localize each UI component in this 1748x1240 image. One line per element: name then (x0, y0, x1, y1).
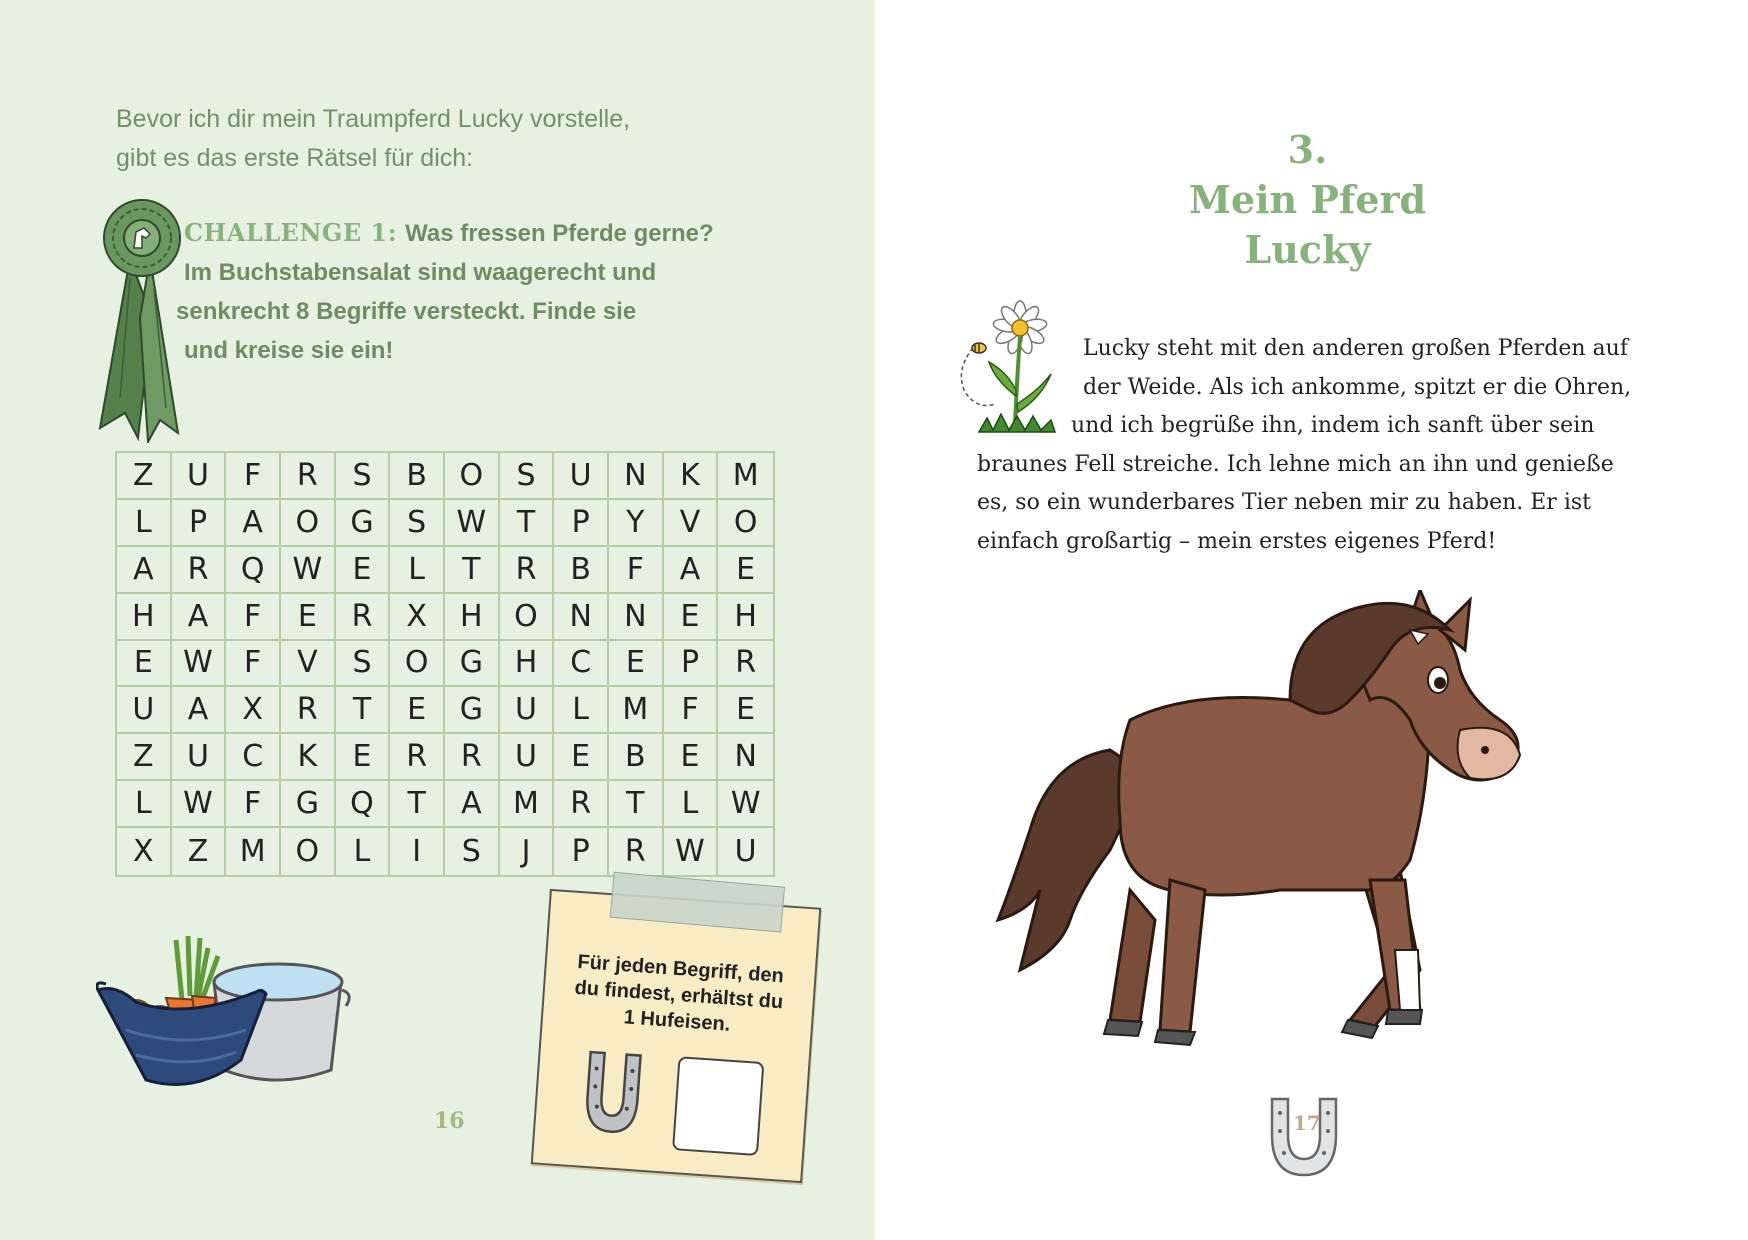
grid-cell[interactable]: N (718, 734, 773, 781)
grid-cell[interactable]: B (554, 547, 609, 594)
grid-cell[interactable]: E (281, 594, 336, 641)
grid-cell[interactable]: W (172, 781, 227, 828)
grid-cell[interactable]: E (664, 594, 719, 641)
grid-cell[interactable]: T (336, 687, 391, 734)
grid-cell[interactable]: M (609, 687, 664, 734)
grid-cell[interactable]: L (117, 781, 172, 828)
grid-cell[interactable]: H (500, 641, 555, 688)
story-text (977, 330, 1639, 562)
grid-cell[interactable]: O (281, 828, 336, 875)
grid-cell[interactable]: R (554, 781, 609, 828)
grid-cell[interactable]: S (445, 828, 500, 875)
grid-cell[interactable]: U (500, 734, 555, 781)
grid-cell[interactable]: B (390, 453, 445, 500)
grid-cell[interactable]: S (336, 641, 391, 688)
grid-cell[interactable]: F (226, 641, 281, 688)
page-number-left: 16 (434, 1108, 465, 1134)
grid-cell[interactable]: A (445, 781, 500, 828)
grid-cell[interactable]: P (664, 641, 719, 688)
challenge-line: und kreise sie ein! (184, 337, 394, 364)
grid-cell[interactable]: F (609, 547, 664, 594)
word-search-grid[interactable] (115, 451, 775, 877)
grid-cell[interactable]: C (226, 734, 281, 781)
grid-cell[interactable]: R (336, 594, 391, 641)
grid-cell[interactable]: R (390, 734, 445, 781)
grid-cell[interactable]: G (445, 687, 500, 734)
grid-cell[interactable]: E (336, 734, 391, 781)
grid-cell[interactable]: P (554, 500, 609, 547)
horseshoe-page-number-icon (1262, 1095, 1347, 1180)
grid-cell[interactable]: A (172, 687, 227, 734)
grid-cell[interactable]: O (500, 594, 555, 641)
challenge-label: CHALLENGE 1: (184, 218, 398, 247)
grid-cell[interactable]: L (390, 547, 445, 594)
grid-cell[interactable]: O (718, 500, 773, 547)
grid-cell[interactable]: R (500, 547, 555, 594)
grid-cell[interactable]: R (281, 453, 336, 500)
grid-cell[interactable]: M (718, 453, 773, 500)
story-line: einfach großartig – mein erstes eigenes Pferd! (977, 528, 1497, 554)
challenge-question: Was fressen Pferde gerne? (405, 220, 714, 247)
note-line: 1 Hufeisen. (623, 1006, 732, 1036)
page-number-right: 17 (1293, 1111, 1321, 1135)
grid-cell[interactable]: K (664, 453, 719, 500)
grid-cell[interactable]: Y (609, 500, 664, 547)
grid-cell[interactable]: E (336, 547, 391, 594)
grid-cell[interactable]: V (281, 641, 336, 688)
grid-cell[interactable]: H (117, 594, 172, 641)
grid-cell[interactable]: H (718, 594, 773, 641)
chapter-title-line: Mein Pferd (1188, 177, 1427, 222)
grid-cell[interactable]: U (172, 734, 227, 781)
grid-cell[interactable]: T (445, 547, 500, 594)
story-line: braunes Fell streiche. Ich lehne mich an ihn und genieße (977, 451, 1614, 477)
grid-cell[interactable]: N (609, 594, 664, 641)
grid-cell[interactable]: N (609, 453, 664, 500)
grid-cell[interactable]: R (718, 641, 773, 688)
challenge-line-1 (184, 213, 744, 253)
chapter-title-line: Lucky (1244, 227, 1371, 272)
grid-cell[interactable]: P (172, 500, 227, 547)
grid-cell[interactable]: O (281, 500, 336, 547)
tape (610, 872, 785, 933)
reward-note (531, 889, 822, 1183)
grid-cell[interactable]: M (226, 828, 281, 875)
grid-cell[interactable]: T (390, 781, 445, 828)
challenge-line: Im Buchstabensalat sind waagerecht und (184, 259, 657, 286)
grid-cell[interactable]: U (172, 453, 227, 500)
grid-cell[interactable]: A (117, 547, 172, 594)
grid-cell[interactable]: R (281, 687, 336, 734)
grid-cell[interactable]: G (445, 641, 500, 688)
chapter-number: 3. (1287, 127, 1328, 172)
grid-cell[interactable]: R (172, 547, 227, 594)
grid-cell[interactable]: R (609, 828, 664, 875)
note-line: Für jeden Begriff, den (576, 950, 785, 988)
grid-cell[interactable]: A (664, 547, 719, 594)
grid-cell[interactable]: H (445, 594, 500, 641)
horseshoe-count-box[interactable] (672, 1056, 764, 1156)
challenge-instructions (176, 213, 744, 370)
grid-cell[interactable]: U (734, 834, 757, 870)
grid-cell[interactable]: U (500, 687, 555, 734)
story-line: Lucky steht mit den anderen großen Pferden auf (1083, 336, 1628, 361)
grid-cell[interactable]: T (500, 500, 555, 547)
grid-cell[interactable]: E (664, 734, 719, 781)
grid-cell[interactable]: L (117, 500, 172, 547)
grid-cell[interactable]: S (336, 453, 391, 500)
grid-cell[interactable]: F (226, 594, 281, 641)
grid-cell[interactable]: L (336, 828, 391, 875)
grid-cell[interactable]: V (664, 500, 719, 547)
grid-cell[interactable]: Z (117, 453, 172, 500)
grid-cell[interactable]: O (445, 453, 500, 500)
note-line: du findest, erhältst du (573, 976, 784, 1014)
grid-cell[interactable]: J (500, 828, 555, 875)
horseshoe-icon (575, 1045, 651, 1140)
grid-cell[interactable]: W (718, 781, 773, 828)
story-line: und ich begrüße ihn, indem ich sanft über sein (1071, 413, 1595, 439)
grid-cell[interactable]: X (226, 687, 281, 734)
vegetable-basket-icon (96, 920, 396, 1095)
grid-cell[interactable]: E (609, 641, 664, 688)
grid-cell[interactable]: T (609, 781, 664, 828)
chapter-title (1150, 125, 1465, 275)
grid-cell[interactable]: U (554, 453, 609, 500)
grid-cell[interactable]: Q (226, 547, 281, 594)
grid-cell[interactable]: X (117, 828, 172, 875)
grid-cell[interactable]: L (554, 687, 609, 734)
grid-cell[interactable]: I (390, 828, 445, 875)
note-text (558, 948, 799, 1042)
grid-cell[interactable]: U (117, 687, 172, 734)
grid-cell[interactable]: G (281, 781, 336, 828)
grid-cell[interactable]: E (718, 687, 773, 734)
grid-cell[interactable]: S (390, 500, 445, 547)
grid-cell[interactable]: S (500, 453, 555, 500)
grid-cell[interactable]: N (554, 594, 609, 641)
intro-line: Bevor ich dir mein Traumpferd Lucky vorstelle, (116, 105, 631, 133)
grid-cell[interactable]: F (664, 687, 719, 734)
grid-cell[interactable]: R (445, 734, 500, 781)
grid-cell[interactable]: W (281, 547, 336, 594)
grid-cell[interactable]: P (554, 828, 609, 875)
horse-lucky-illustration (990, 590, 1590, 1070)
intro-line: gibt es das erste Rätsel für dich: (116, 144, 474, 172)
grid-cell[interactable]: E (718, 547, 773, 594)
grid-cell[interactable]: K (281, 734, 336, 781)
grid-cell[interactable]: O (390, 641, 445, 688)
grid-cell[interactable]: E (390, 687, 445, 734)
grid-cell[interactable]: Z (172, 828, 227, 875)
grid-cell[interactable]: M (500, 781, 555, 828)
grid-cell[interactable]: W (172, 641, 227, 688)
intro-text (116, 100, 736, 178)
grid-cell[interactable]: B (609, 734, 664, 781)
grid-cell[interactable]: A (172, 594, 227, 641)
grid-cell[interactable]: F (226, 781, 281, 828)
grid-cell[interactable]: W (664, 828, 719, 875)
grid-cell[interactable]: Q (336, 781, 391, 828)
grid-cell[interactable]: A (226, 500, 281, 547)
grid-cell[interactable]: L (664, 781, 719, 828)
story-line: der Weide. Als ich ankomme, spitzt er die Ohren, (1083, 374, 1632, 400)
grid-cell[interactable]: E (554, 734, 609, 781)
grid-cell[interactable]: E (117, 641, 172, 688)
story-line: es, so ein wunderbares Tier neben mir zu haben. Er ist (977, 490, 1591, 516)
grid-cell[interactable]: G (336, 500, 391, 547)
grid-cell[interactable]: Z (117, 734, 172, 781)
grid-cell[interactable]: C (554, 641, 609, 688)
grid-cell[interactable]: F (226, 453, 281, 500)
grid-cell[interactable]: W (445, 500, 500, 547)
grid-cell[interactable]: X (390, 594, 445, 641)
challenge-line: senkrecht 8 Begriffe versteckt. Finde sie (176, 298, 637, 325)
